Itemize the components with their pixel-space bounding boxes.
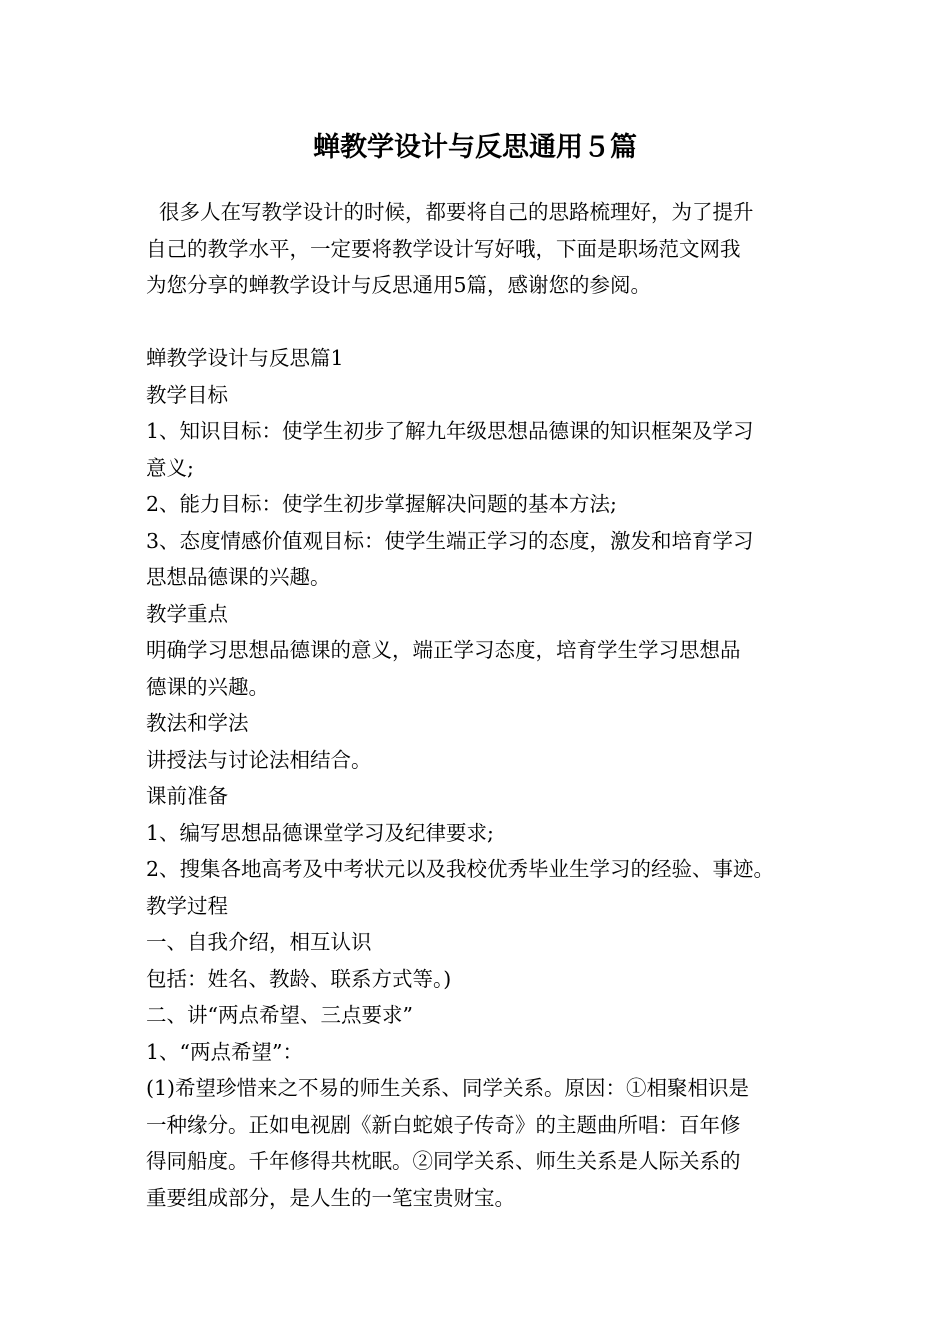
text-line: 包括：姓名、教龄、联系方式等。) (146, 966, 452, 991)
text-line: 一、自我介绍，相互认识 (146, 930, 372, 954)
text-line: 3、态度情感价值观目标：使学生端正学习的态度，激发和培育学习 (146, 528, 754, 553)
text-line: 二、讲“两点希望、三点要求” (146, 1003, 413, 1027)
text-line: 德课的兴趣。 (146, 674, 269, 699)
subheading: 教法和学法 (146, 711, 249, 735)
text-line: 一种缘分。正如电视剧《新白蛇娘子传奇》的主题曲所唱：百年修 (146, 1112, 741, 1137)
subheading: 教学目标 (146, 382, 228, 407)
text-line: 明确学习思想品德课的意义，端正学习态度，培育学生学习思想品 (146, 638, 741, 662)
text-line: 思想品德课的兴趣。 (146, 565, 331, 589)
text-line: 讲授法与讨论法相结合。 (146, 747, 372, 772)
subheading: 课前准备 (146, 784, 228, 808)
intro-paragraph (146, 194, 826, 304)
section-heading: 蝉教学设计与反思篇1 (146, 346, 344, 370)
text-line: 得同船度。千年修得共枕眠。②同学关系、师生关系是人际关系的 (146, 1149, 741, 1173)
text-line: 重要组成部分，是人生的一笔宝贵财宝。 (146, 1185, 515, 1210)
text-line: 1、“两点希望”： (146, 1039, 304, 1064)
text-line: 1、知识目标：使学生初步了解九年级思想品德课的知识框架及学习 (146, 419, 754, 443)
document-body (146, 340, 826, 1216)
subheading: 教学重点 (146, 601, 228, 626)
intro-line: 为您分享的蝉教学设计与反思通用5篇，感谢您的参阅。 (146, 273, 652, 297)
text-line: 意义; (146, 455, 194, 480)
text-line: 1、编写思想品德课堂学习及纪律要求; (146, 820, 494, 845)
document-title: 蝉教学设计与反思通用５篇 (313, 132, 637, 163)
intro-line: 很多人在写教学设计的时候，都要将自己的思路梳理好，为了提升 (146, 200, 754, 224)
intro-line: 自己的教学水平，一定要将教学设计写好哦，下面是职场范文网我 (146, 236, 741, 261)
text-line: 2、搜集各地高考及中考状元以及我校优秀毕业生学习的经验、事迹。 (146, 857, 775, 881)
subheading: 教学过程 (146, 893, 228, 918)
text-line: (1)希望珍惜来之不易的师生关系、同学关系。原因：①相聚相识是 (146, 1076, 750, 1100)
text-line: 2、能力目标：使学生初步掌握解决问题的基本方法; (146, 492, 617, 516)
